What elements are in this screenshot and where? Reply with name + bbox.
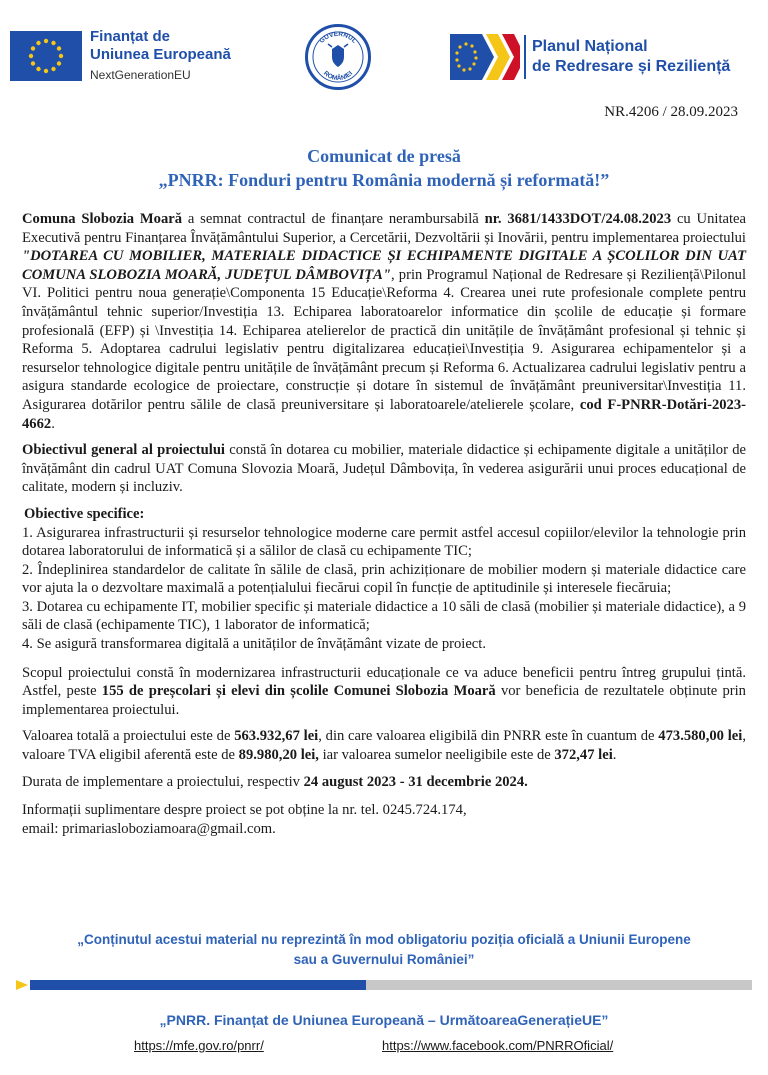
project-code: cod F-PNRR-Dotări-2023-4662 [22,396,746,432]
bar-grey-segment [366,980,752,990]
specific-objectives [22,505,746,654]
svg-text:GUVERNUL: GUVERNUL [318,30,358,45]
facebook-link[interactable]: https://www.facebook.com/PNRROficial/ [382,1038,614,1053]
eu-funding-logo [10,28,231,84]
header [0,0,768,110]
contact-email-line: email: primariasloboziamoara@gmail.com. [22,820,276,837]
reference-number: NR.4206 / 28.09.2023 [604,104,738,120]
paragraph-general-objective [22,441,746,497]
footer-title: „PNRR. Finanțat de Uniunea Europeană – UrmătoareaGenerațieUE” [159,1012,609,1028]
beneficiaries-count: 155 de preșcolari și elevi din școlile Comunei Slobozia Moară [101,683,496,700]
bar-blue-segment [30,980,366,990]
eu-logo-line2: Uniunea Europeană [90,46,231,63]
title-line2: „PNRR: Fonduri pentru România modernă și reformată!” [158,170,610,190]
text-run: Durata de implementare a proiectului, respectiv [22,773,304,790]
pnrr-logo-line1: Planul Național [532,38,648,55]
eu-flag-icon [10,31,82,81]
contract-number: nr. 3681/1433DOT/24.08.2023 [484,211,672,227]
footer-divider-bar [16,980,752,990]
disclaimer-line1: „Conținutul acestui material nu reprezintă în mod obligatoriu poziția oficială a Uniunii Europene [77,932,691,947]
page-title [0,144,768,192]
pnrr-flag-icon [450,34,520,80]
contact-phone-line: Informații suplimentare despre proiect se pot obține la nr. tel. 0245.724.174, [22,802,467,819]
text-run: constă în dotarea cu mobilier, materiale didactice și echipamente digitale a unităților de învățământ din cadrul UAT Comuna Slovozia Moară, Județul Dâmbovița, în vederea asigurării unui proces educațional de calitate, modern și incluziv. [22,442,746,496]
text-run: cu Unitatea Executivă pentru Finanțarea Învățământului Superior, a Cercetării, Dezvoltării și Inovării, pentru implementarea proiectului [22,211,746,246]
disclaimer-line2: sau a Guvernului României” [293,952,475,967]
ineligible-value: 372,47 lei [554,747,613,764]
text-run: . [612,747,617,764]
paragraph-contract [22,210,746,433]
vat-value: 89.980,20 lei, [238,747,319,764]
eu-logo-text [90,28,231,84]
press-release-body [22,210,746,838]
text-run: Valoarea totală a proiectului este de [22,728,235,745]
paragraph-duration [22,773,746,792]
eu-logo-line3: NextGenerationEU [90,68,191,82]
pnrr-logo [450,34,730,80]
disclaimer [0,930,768,970]
list-item: 2. Îndeplinirea standardelor de calitate în sălile de clasă, prin achiziționare de mobilier modern și materiale didactice care vor ajuta la o dezvoltare maximală a potențialului fiecărui copil în funcție de aptitudinile și interesele fiecăruia; [22,561,746,597]
general-objective-label: Obiectivul general al proiectului [22,442,225,459]
project-name: "DOTAREA CU MOBILIER, MATERIALE DIDACTICE ȘI ECHIPAMENTE DIGITALE A ȘCOLILOR DIN UAT COMUNA SLOBOZIA MOARĂ, JUDEȚUL DÂMBOVIȚA" [22,248,746,283]
text-run: iar valoarea sumelor neeligibile este de [318,747,555,764]
title-line1: Comunicat de presă [307,146,461,166]
pnrr-logo-divider [524,35,526,79]
list-item: 1. Asigurarea infrastructurii și resurselor tehnologice moderne care permit astfel accesul copiilor/elevilor la tehnologie prin dotarea laboratorului de informatică și a sălilor de clasă cu echipamente TIC; [22,524,746,560]
text-run: vor beneficia de rezultatele obținute prin implementarea proiectului. [22,683,746,718]
text-run: , valoare TVA eligibil aferentă este de [22,728,746,764]
pnrr-logo-line2: de Redresare și Reziliență [532,58,731,75]
paragraph-scope [22,664,746,720]
implementation-period: 24 august 2023 - 31 decembrie 2024. [303,773,528,790]
eu-logo-line1: Finanțat de [90,28,171,45]
paragraph-budget [22,727,746,764]
mfe-link[interactable]: https://mfe.gov.ro/pnrr/ [134,1038,264,1053]
beneficiary-name: Comuna Slobozia Moară [22,211,183,227]
specific-objectives-title: Obiective specifice: [24,505,145,522]
text-run: , din care valoarea eligibilă din PNRR este în cuantum de [318,728,659,745]
list-item: 4. Se asigură transformarea digitală a unităților de învățământ vizate de proiect. [22,636,486,653]
total-value: 563.932,67 lei [234,728,319,745]
pnrr-logo-text [532,37,730,77]
list-item: 3. Dotarea cu echipamente IT, mobilier specific și materiale didactice a 10 săli de clasă (mobilier și materiale didactice), a 9 săli de clasă (echipamente TIC), 1 laborator de informatică; [22,598,746,634]
government-seal-icon [305,24,371,90]
text-run: Scopul proiectului constă în modernizarea infrastructurii educaționale ce va aduce beneficii pentru întreg grupului țintă. Astfel, peste [22,664,746,700]
svg-text:ROMÂNIEI: ROMÂNIEI [322,69,355,83]
text-run: a semnat contractul de finanțare nerambursabilă [182,211,485,227]
eligible-value: 473.580,00 lei [658,728,743,745]
text-run: , prin Programul Național de Redresare și Reziliență\Pilonul VI. Politici pentru noua generație\Componenta 15 Educație\Reforma 4. Crearea unei rute profesionale complete pentru învățământul tehnic superior/Investiția 13. Echiparea laboratoarelor informatice din școlile de educație și formare profesională (EFP) și \Investiția 14. Echiparea atelierelor de practică din unitățile de învățământ profesional și tehnic și Reforma 5. Adoptarea cadrului legislativ pentru digitalizarea educației\Investiția 9. Asigurarea echipamentelor și a resurselor tehnologice digitale pentru unitățile de învățământ precum și Reforma 6. Actualizarea cadrului legislativ pentru a asigura standarde ecologice de proiectare, construcție și dotare în sistemul de învățământ preuniversitar\Investiția 11. Asigurarea dotărilor pentru sălile de clasă preuniversitare și laboratoarele/atelierele școlare, [22,266,747,413]
text-run: . [51,415,55,432]
arrow-icon [16,980,28,990]
